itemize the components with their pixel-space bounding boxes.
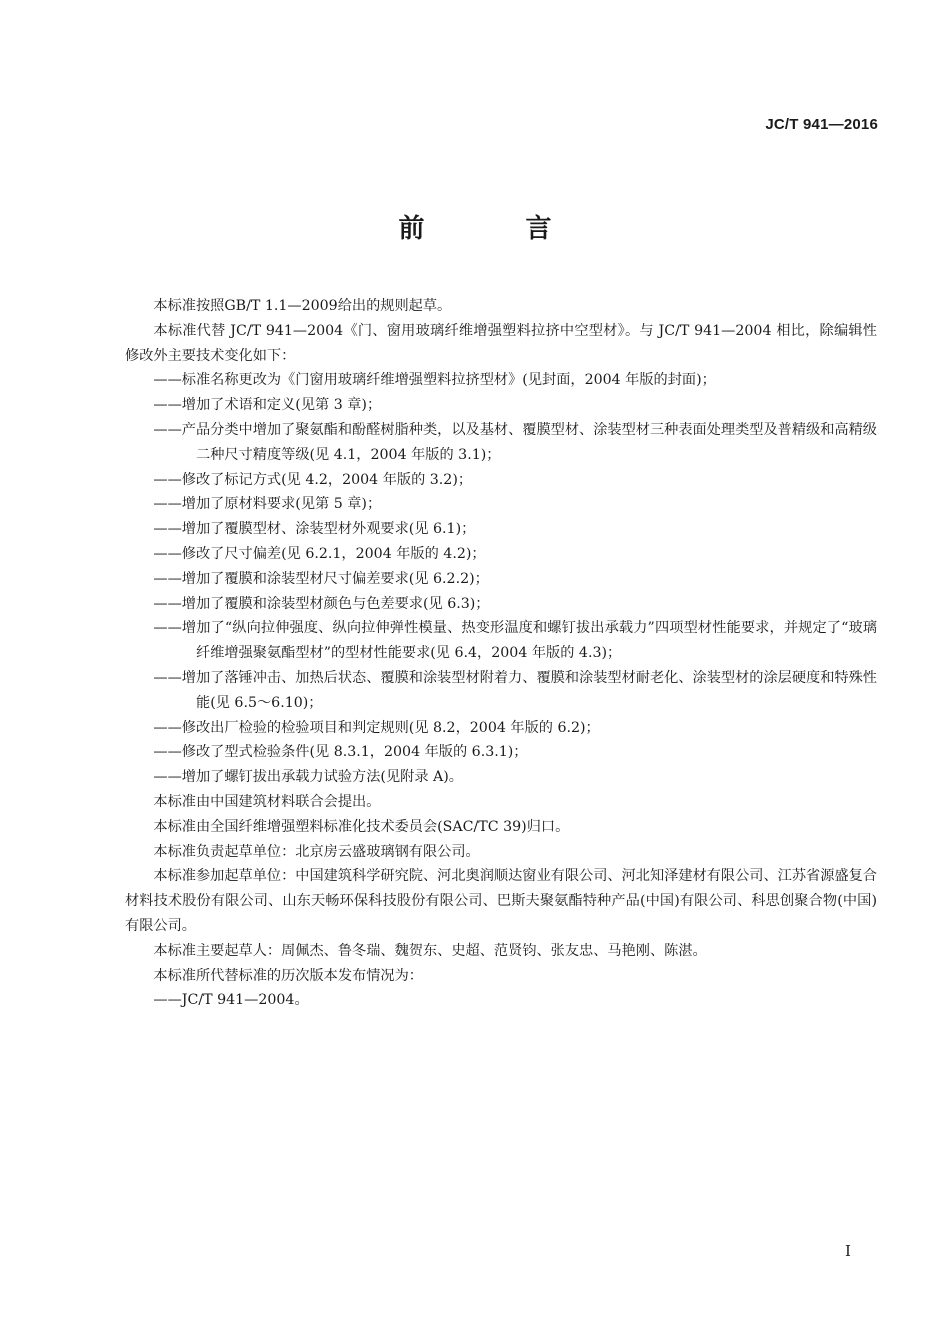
page-number: I [845,1242,851,1260]
standard-code: JC/T 941—2016 [765,116,878,133]
change-item: ——修改出厂检验的检验项目和判定规则(见 8.2，2004 年版的 6.2)； [153,719,600,736]
change-item: ——增加了“纵向拉伸强度、纵向拉伸弹性模量、热变形温度和螺钉拔出承载力”四项型材性能要求，并规定了“玻璃纤维增强聚氨酯型材”的型材性能要求(见 6.4，2004 年版的 4.3)； [153,620,877,662]
history-item: ——JC/T 941—2004。 [153,992,309,1009]
paragraph-proposer: 本标准由中国建筑材料联合会提出。 [153,793,381,810]
change-item: ——增加了覆膜和涂装型材尺寸偏差要求(见 6.2.2)； [153,570,489,587]
paragraph-replacement: 本标准代替 JC/T 941—2004《门、窗用玻璃纤维增强塑料拉挤中空型材》。与 JC/T 941—2004 相比，除编辑性修改外主要技术变化如下： [125,322,877,364]
change-item: ——增加了落锤冲击、加热后状态、覆膜和涂装型材附着力、覆膜和涂装型材耐老化、涂装型材的涂层硬度和特殊性能(见 6.5～6.10)； [153,669,877,711]
change-item: ——增加了覆膜型材、涂装型材外观要求(见 6.1)； [153,521,476,538]
paragraph-history-intro: 本标准所代替标准的历次版本发布情况为： [153,967,423,984]
change-item: ——增加了螺钉拔出承载力试验方法(见附录 A)。 [153,769,463,786]
page-title: 前 言 [398,214,598,244]
paragraph-committee: 本标准由全国纤维增强塑料标准化技术委员会(SAC/TC 39)归口。 [153,818,570,835]
change-item: ——修改了标记方式(见 4.2，2004 年版的 3.2)； [153,471,473,488]
change-item: ——修改了型式检验条件(见 8.3.1，2004 年版的 6.3.1)； [153,744,528,761]
paragraph-lead-drafter: 本标准负责起草单位：北京房云盛玻璃钢有限公司。 [153,843,480,860]
foreword-body [125,294,877,1013]
change-item: ——增加了术语和定义(见第 3 章)； [153,397,382,414]
change-item: ——修改了尺寸偏差(见 6.2.1，2004 年版的 4.2)； [153,545,486,562]
change-item: ——增加了原材料要求(见第 5 章)； [153,496,382,513]
paragraph-main-drafters: 本标准主要起草人：周佩杰、鲁冬瑞、魏贺东、史超、范贤钧、张友忠、马艳刚、陈湛。 [153,942,707,959]
paragraph-drafting-rules: 本标准按照GB/T 1.1—2009给出的规则起草。 [153,298,452,314]
paragraph-participating-drafters: 本标准参加起草单位：中国建筑科学研究院、河北奥润顺达窗业有限公司、河北知泽建材有限公司、江苏省源盛复合材料技术股份有限公司、山东天畅环保科技股份有限公司、巴斯夫聚氨酯特种产品(中国)有限公司、科思创聚合物(中国)有限公司。 [125,868,877,934]
change-item: ——标准名称更改为《门窗用玻璃纤维增强塑料拉挤型材》(见封面，2004 年版的封面)； [153,372,716,389]
change-item: ——产品分类中增加了聚氨酯和酚醛树脂种类，以及基材、覆膜型材、涂装型材三种表面处理类型及普精级和高精级二种尺寸精度等级(见 4.1，2004 年版的 3.1)； [153,421,877,463]
change-item: ——增加了覆膜和涂装型材颜色与色差要求(见 6.3)； [153,595,490,612]
